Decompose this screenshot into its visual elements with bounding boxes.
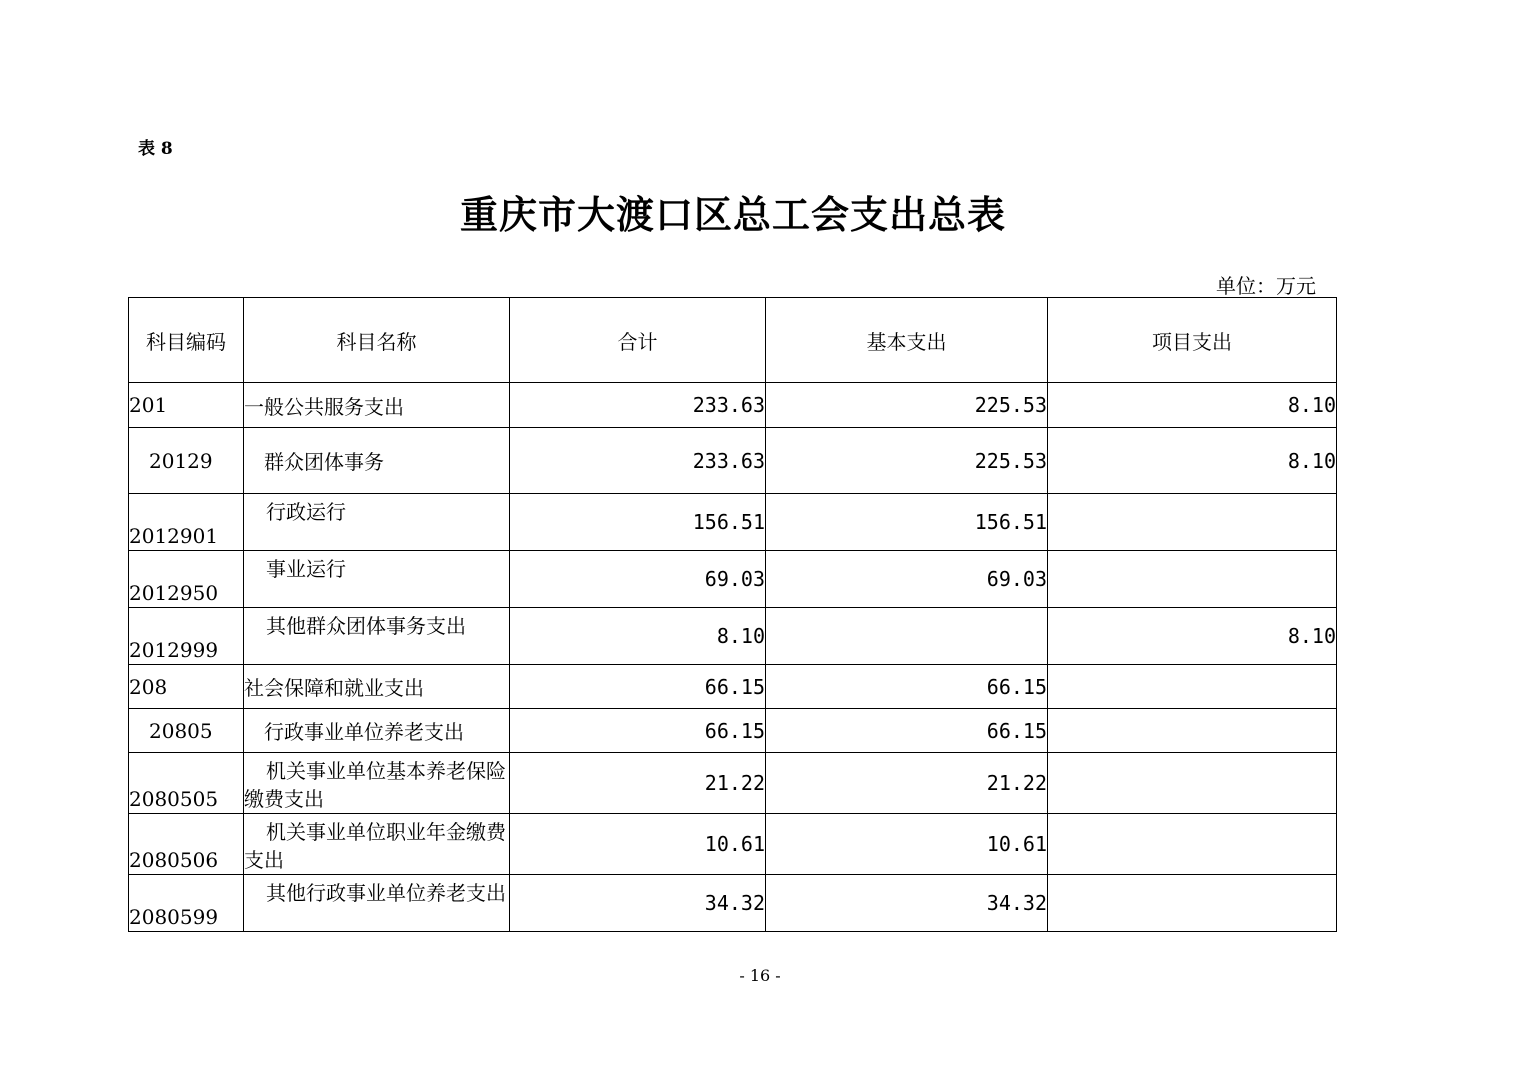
- row-project: 8.10: [1048, 608, 1337, 665]
- row-total: 34.32: [510, 875, 766, 932]
- row-basic: 66.15: [766, 665, 1048, 709]
- table-row: [129, 494, 1337, 551]
- row-code: 208: [129, 665, 244, 709]
- row-project: [1048, 551, 1337, 608]
- row-name-text: 机关事业单位基本养老保险缴费支出: [244, 759, 506, 811]
- row-name: [244, 608, 510, 665]
- page-title: 重庆市大渡口区总工会支出总表: [459, 192, 1006, 237]
- row-basic: [766, 608, 1048, 665]
- row-code: 2080505: [129, 753, 244, 814]
- row-name-text: 行政运行: [266, 500, 346, 524]
- row-name: 社会保障和就业支出: [244, 665, 510, 709]
- row-basic: 69.03: [766, 551, 1048, 608]
- row-code: 2012999: [129, 608, 244, 665]
- row-code: 20805: [129, 709, 244, 753]
- row-total: 10.61: [510, 814, 766, 875]
- header-total: 合计: [510, 298, 766, 383]
- table-row: [129, 428, 1337, 494]
- row-name-text: 机关事业单位职业年金缴费支出: [244, 820, 506, 872]
- row-total: 233.63: [510, 383, 766, 428]
- row-basic: 225.53: [766, 383, 1048, 428]
- row-project: [1048, 875, 1337, 932]
- row-code: 201: [129, 383, 244, 428]
- row-name: [244, 494, 510, 551]
- row-project: 8.10: [1048, 428, 1337, 494]
- row-name: 行政事业单位养老支出: [244, 709, 510, 753]
- row-project: 8.10: [1048, 383, 1337, 428]
- row-project: [1048, 494, 1337, 551]
- row-name: [244, 551, 510, 608]
- header-basic: 基本支出: [766, 298, 1048, 383]
- row-basic: 66.15: [766, 709, 1048, 753]
- row-name: [244, 875, 510, 932]
- header-project: 项目支出: [1048, 298, 1337, 383]
- row-name: 群众团体事务: [244, 428, 510, 494]
- row-basic: 21.22: [766, 753, 1048, 814]
- row-project: [1048, 753, 1337, 814]
- row-basic: 156.51: [766, 494, 1048, 551]
- table-row: [129, 608, 1337, 665]
- table-row: [129, 814, 1337, 875]
- row-total: 66.15: [510, 709, 766, 753]
- row-name-text: 事业运行: [266, 557, 346, 581]
- table-row: [129, 753, 1337, 814]
- header-code: 科目编码: [129, 298, 244, 383]
- row-project: [1048, 709, 1337, 753]
- table-row: [129, 383, 1337, 428]
- page-number: - 16 -: [739, 966, 781, 985]
- row-name: [244, 814, 510, 875]
- table-row: [129, 709, 1337, 753]
- table-row: [129, 551, 1337, 608]
- row-name: 一般公共服务支出: [244, 383, 510, 428]
- row-code: 20129: [129, 428, 244, 494]
- table-row: [129, 875, 1337, 932]
- row-basic: 225.53: [766, 428, 1048, 494]
- row-code: 2080506: [129, 814, 244, 875]
- row-name-text: 其他行政事业单位养老支出: [266, 881, 506, 905]
- row-total: 156.51: [510, 494, 766, 551]
- row-name-text: 其他群众团体事务支出: [266, 614, 466, 638]
- row-total: 233.63: [510, 428, 766, 494]
- header-row: [129, 298, 1337, 383]
- row-project: [1048, 665, 1337, 709]
- row-code: 2080599: [129, 875, 244, 932]
- row-total: 69.03: [510, 551, 766, 608]
- row-total: 21.22: [510, 753, 766, 814]
- row-basic: 10.61: [766, 814, 1048, 875]
- table-label: 表 8: [138, 139, 173, 159]
- row-total: 8.10: [510, 608, 766, 665]
- row-name: [244, 753, 510, 814]
- row-basic: 34.32: [766, 875, 1048, 932]
- table-row: [129, 665, 1337, 709]
- expense-table: [128, 297, 1337, 932]
- row-code: 2012901: [129, 494, 244, 551]
- row-total: 66.15: [510, 665, 766, 709]
- header-name: 科目名称: [244, 298, 510, 383]
- unit-label: 单位：万元: [1216, 274, 1316, 298]
- row-project: [1048, 814, 1337, 875]
- row-code: 2012950: [129, 551, 244, 608]
